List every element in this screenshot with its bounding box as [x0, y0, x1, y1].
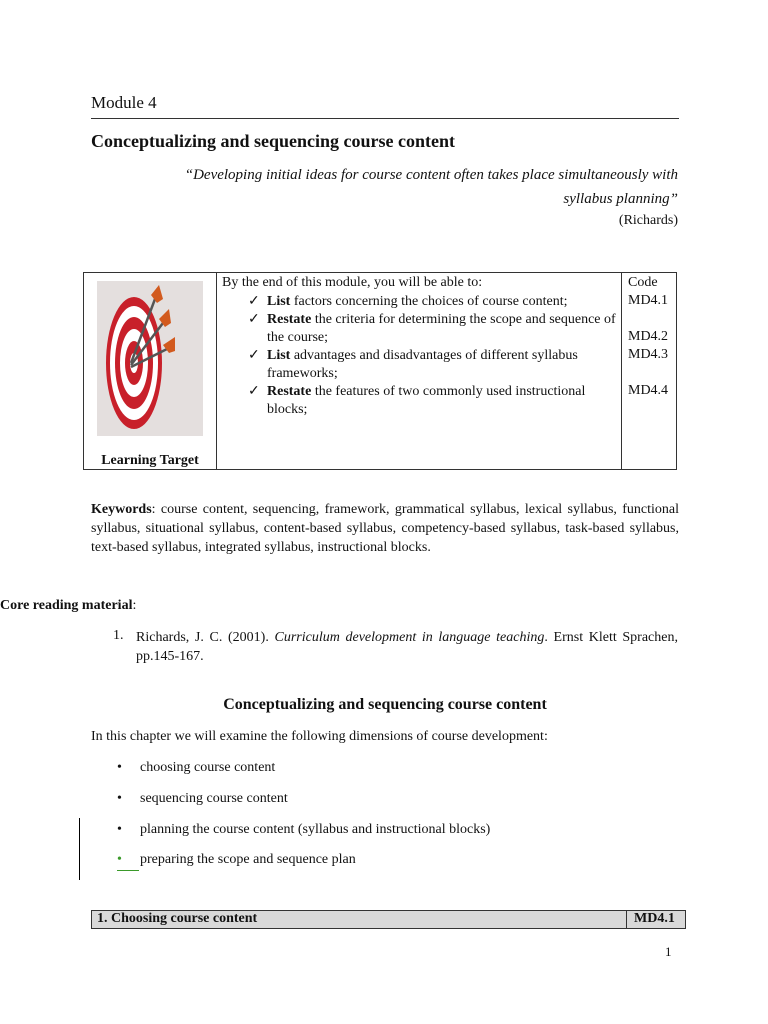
revision-underline [117, 870, 139, 871]
bullet-icon: • [117, 760, 122, 775]
quote-author: (Richards) [618, 213, 678, 228]
header-rule [91, 118, 679, 119]
code-column-header: Code [628, 275, 658, 290]
table-divider [621, 273, 622, 469]
bullet-icon: • [117, 822, 122, 837]
check-icon: ✓ [248, 384, 260, 399]
core-reading-label: Core reading material: [0, 598, 137, 613]
reference-entry: Richards, J. C. (2001). Curriculum development in language teaching. Ernst Klett Sprachen, pp.145-167. [136, 630, 678, 664]
objective-code: MD4.1 [628, 293, 669, 308]
bullet-icon: • [117, 791, 122, 806]
module-label: Module 4 [91, 93, 157, 112]
revision-change-bar [79, 818, 80, 880]
table-divider [216, 273, 217, 469]
objective-code: MD4.2 [628, 329, 669, 344]
learning-target-table: Learning Target By the end of this module, you will be able to: Code ✓ List factors concerning the choices of course content; MD4.1 ✓ Restate the criteria for determining the scope and sequence of the course; MD4.2 ✓ List advantages and disadvantages of different syllabus frameworks; MD4.3 ✓ Restate the features of two commonly used instructional blocks; MD4.4 [83, 272, 677, 470]
keywords-label: Keywords [91, 502, 152, 517]
page-title: Conceptualizing and sequencing course content [91, 131, 456, 151]
section-intro: In this chapter we will examine the following dimensions of course development: [91, 729, 548, 744]
keywords-text: : course content, sequencing, framework, grammatical syllabus, lexical syllabus, functional syllabus, situational syllabus, content-based syllabus, competency-based syllabus, task-based syllabus, text-based syllabus, integrated syllabus, instructional blocks. [91, 502, 679, 555]
objective-code: MD4.4 [628, 383, 669, 398]
section-heading: Conceptualizing and sequencing course content [223, 696, 547, 713]
subsection-code: MD4.1 [634, 911, 675, 926]
learning-target-caption: Learning Target [101, 453, 199, 468]
epigraph-quote [140, 163, 678, 211]
quote-line-2: syllabus planning” [563, 191, 678, 207]
objectives-intro: By the end of this module, you will be able to: [222, 275, 483, 290]
subsection-header-bar [91, 910, 686, 929]
reference-number: 1. [113, 628, 124, 643]
objective-code: MD4.3 [628, 347, 669, 362]
list-item: sequencing course content [140, 791, 288, 806]
check-icon: ✓ [248, 294, 260, 309]
bullet-icon: • [117, 852, 122, 867]
page-number: 1 [665, 944, 672, 959]
list-item: preparing the scope and sequence plan [140, 852, 356, 867]
check-icon: ✓ [248, 348, 260, 363]
reference-title: Curriculum development in language teaching [274, 630, 545, 645]
list-item: planning the course content (syllabus and instructional blocks) [140, 822, 491, 837]
quote-line-1: “Developing initial ideas for course content often takes place simultaneously with [184, 167, 678, 183]
target-dartboard-image [97, 281, 203, 436]
keywords-paragraph [91, 500, 679, 557]
check-icon: ✓ [248, 312, 260, 327]
subsection-title: 1. Choosing course content [97, 911, 258, 926]
list-item: choosing course content [140, 760, 276, 775]
subsection-divider [626, 911, 627, 928]
